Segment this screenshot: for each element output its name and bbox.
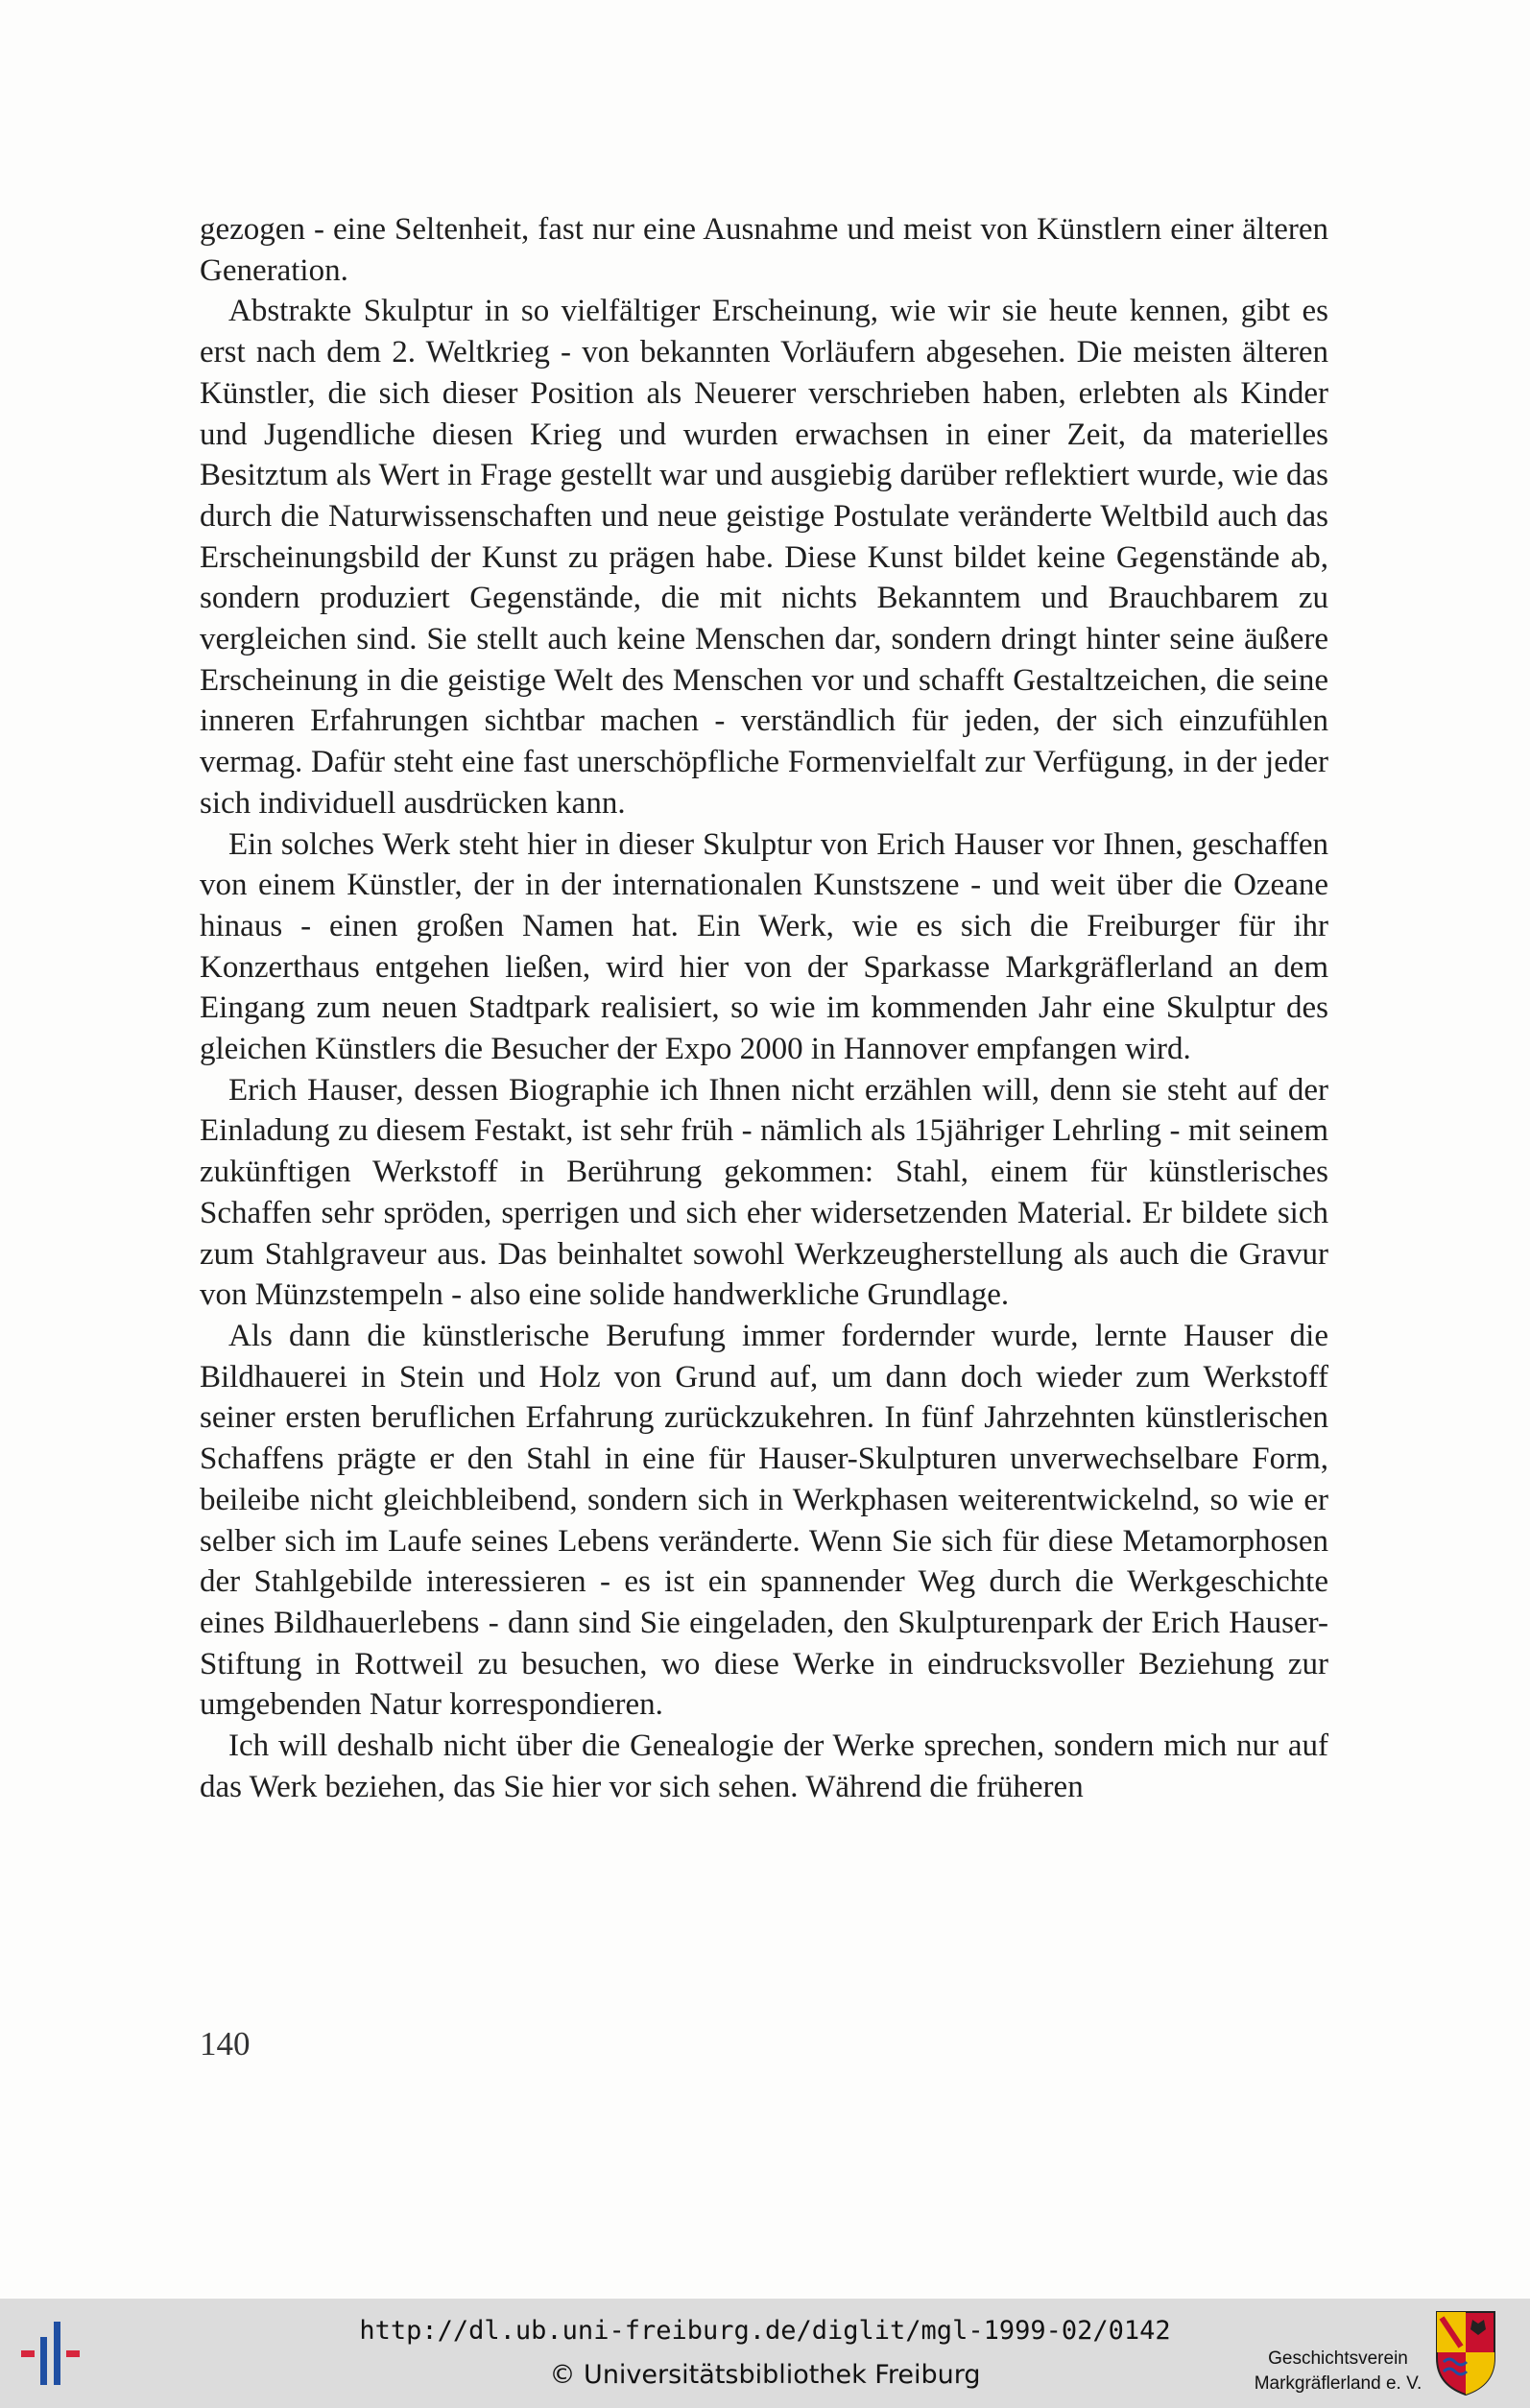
footer-copyright: © Universitätsbibliothek Freiburg — [549, 2360, 981, 2390]
paragraph: Erich Hauser, dessen Biographie ich Ihnen nicht erzählen will, denn sie steht auf der Einladung zu diesem Festakt, ist sehr früh - nämlich als 15jähriger Lehrling - mit seinem zukünftigen Werkstoff in Berührung gekommen: Stahl, einem für künstlerisches Schaffen sehr spröden, sperrigen und sich eher widersetzenden Material. Er bildete sich zum Stahlgraveur aus. Das beinhaltet sowohl Werkzeugherstellung als auch die Gravur von Münzstempeln - also eine solide handwerkliche Grundlage. — [200, 1072, 1328, 1313]
paragraph: gezogen - eine Seltenheit, fast nur eine Ausnahme und meist von Künstlern einer älteren Generation. — [200, 212, 1328, 288]
society-line-1: Geschichtsverein — [1268, 2348, 1408, 2369]
footer-bar — [0, 2299, 1530, 2408]
paragraph: Abstrakte Skulptur in so vielfältiger Erscheinung, wie wir sie heute kennen, gibt es erst nach dem 2. Weltkrieg - von bekannten Vorläufern abgesehen. Die meisten älteren Künstler, die sich dieser Position als Neuerer verschrieben haben, erlebten als Kinder und Jugendliche diesen Krieg und wurden erwachsen in einer Zeit, da materielles Besitztum als Wert in Frage gestellt war und ausgiebig darüber reflektiert wurde, wie das durch die Naturwissenschaften und neue geistige Postulate veränderte Weltbild auch das Erscheinungsbild der Kunst zu prägen habe. Diese Kunst bildet keine Gegenstände ab, sondern produziert Gegenstände, die mit nichts Bekanntem und Brauchbarem zu vergleichen sind. Sie stellt auch keine Menschen dar, sondern dringt hinter seine äußere Erscheinung in die geistige Welt des Menschen vor und schafft Gestaltzeichen, die seine inneren Erfahrungen sichtbar machen - verständlich für jeden, der sich einzufühlen vermag. Dafür steht eine fast unerschöpfliche Formenvielfalt zur Verfügung, in der jeder sich individuell ausdrücken kann. — [200, 294, 1328, 821]
society-name — [1232, 2347, 1444, 2396]
coat-of-arms-icon — [1434, 2308, 1497, 2398]
society-line-2: Markgräflerland e. V. — [1254, 2373, 1422, 2394]
paragraph: Ein solches Werk steht hier in dieser Skulptur von Erich Hauser vor Ihnen, geschaffen von einem Künstler, der in der internationalen Kunstszene - und weit über die Ozeane hinaus - einen großen Namen hat. Ein Werk, wie es sich die Freiburger für ihr Konzerthaus entgehen ließen, wird hier von der Sparkasse Markgräflerland an dem Eingang zum neuen Stadtpark realisiert, so wie im kommenden Jahr eine Skulptur des gleichen Künstlers die Besucher der Expo 2000 in Hannover empfangen wird. — [200, 826, 1328, 1067]
paragraph: Als dann die künstlerische Berufung immer fordernder wurde, lernte Hauser die Bildhauerei in Stein und Holz von Grund auf, um dann doch wieder zum Werkstoff seiner ersten beruflichen Erfahrung zurückzukehren. In fünf Jahrzehnten künstlerischen Schaffens prägte er den Stahl in eine für Hauser-Skulpturen unverwechselbare Form, beileibe nicht gleichbleibend, sondern sich in Werkphasen weiterentwickelnd, so wie er selber sich im Laufe seines Lebens veränderte. Wenn Sie sich für diese Metamorphosen der Stahlgebilde interessieren - es ist ein spannender Weg durch die Werkgeschichte eines Bildhauerlebens - dann sind Sie eingeladen, den Skulpturenpark der Erich Hauser-Stiftung in Rottweil zu besuchen, wo diese Werke in eindrucksvoller Beziehung zur umgebenden Natur korrespondieren. — [200, 1318, 1328, 1723]
body-text — [200, 209, 1328, 1807]
footer-url-link[interactable]: http://dl.ub.uni-freiburg.de/diglit/mgl-1999-02/0142 — [359, 2316, 1171, 2346]
page-number: 140 — [200, 2025, 251, 2062]
paragraph: Ich will deshalb nicht über die Genealogie der Werke sprechen, sondern mich nur auf das Werk beziehen, das Sie hier vor sich sehen. Während die früheren — [200, 1729, 1328, 1804]
